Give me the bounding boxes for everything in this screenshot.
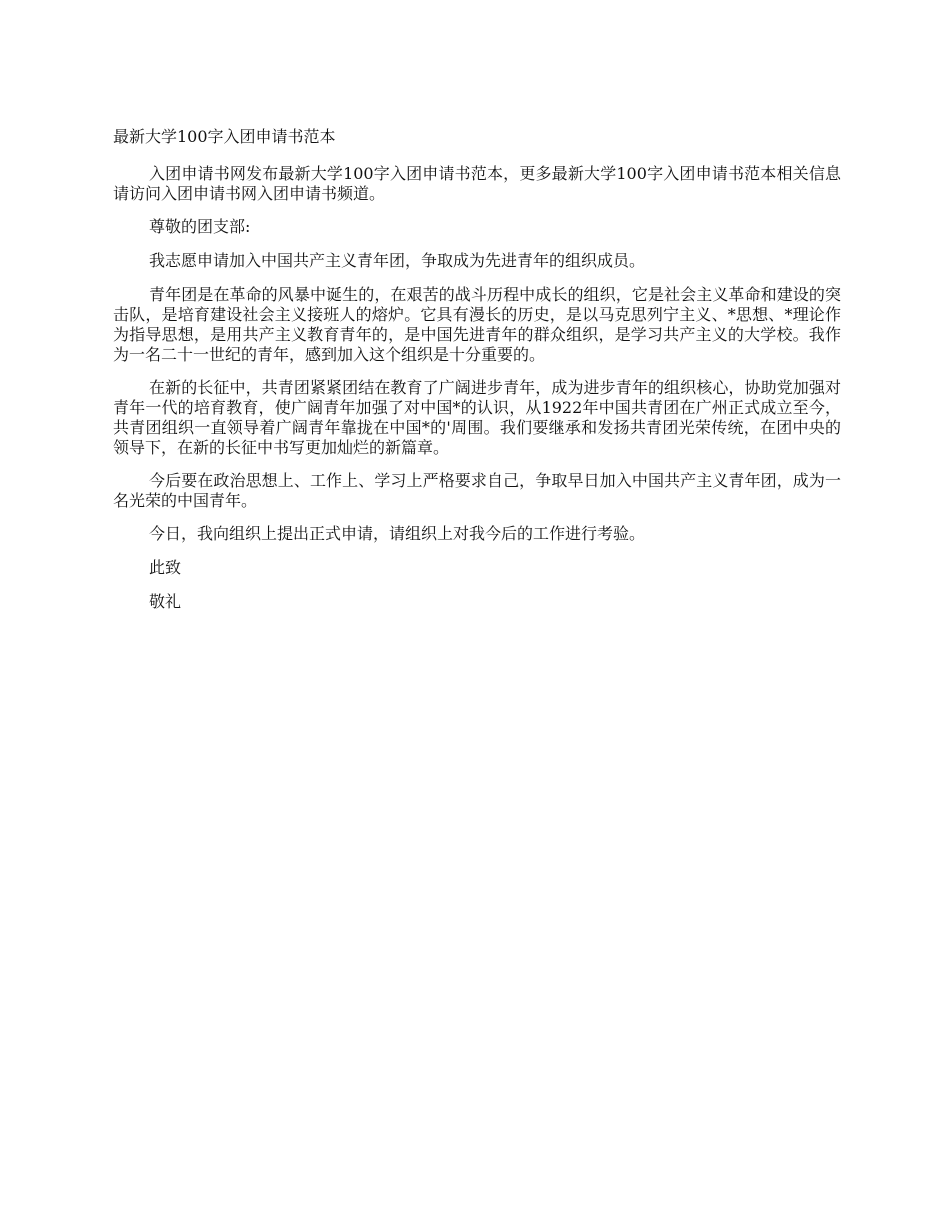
document-page xyxy=(113,125,841,626)
application-statement: 我志愿申请加入中国共产主义青年团，争取成为先进青年的组织成员。 xyxy=(149,251,646,270)
body-paragraph-league-history: 青年团是在革命的风暴中诞生的，在艰苦的战斗历程中成长的组织，它是社会主义革命和建设的突击队，是培育建设社会主义接班人的熔炉。它具有漫长的历史，是以马克思列宁主义、*思想、*理论作为指导思想，是用共产主义教育青年的，是中国先进青年的群众组织，是学习共产主义的大学校。我作为一名二十一世纪的青年，感到加入这个组织是十分重要的。 xyxy=(113,285,841,364)
intro-paragraph: 入团申请书网发布最新大学100字入团申请书范本，更多最新大学100字入团申请书范本相关信息请访问入团申请书网入团申请书频道。 xyxy=(113,164,841,203)
closing-jingli: 敬礼 xyxy=(149,592,182,611)
salutation: 尊敬的团支部: xyxy=(149,217,251,236)
closing-cizhi: 此致 xyxy=(149,558,182,577)
formal-request: 今日，我向组织上提出正式申请，请组织上对我今后的工作进行考验。 xyxy=(149,524,646,543)
body-paragraph-long-march: 在新的长征中，共青团紧紧团结在教育了广阔进步青年，成为进步青年的组织核心，协助党加强对青年一代的培育教育，使广阔青年加强了对中国*的认识，从1922年中国共青团在广州正式成立至今，共青团组织一直领导着广阔青年靠拢在中国*的'周围。我们要继承和发扬共青团光荣传统，在团中央的领导下，在新的长征中书写更加灿烂的新篇章。 xyxy=(113,378,841,457)
body-paragraph-commitment: 今后要在政治思想上、工作上、学习上严格要求自己，争取早日加入中国共产主义青年团，成为一名光荣的中国青年。 xyxy=(113,471,841,510)
document-title: 最新大学100字入团申请书范本 xyxy=(113,127,336,146)
